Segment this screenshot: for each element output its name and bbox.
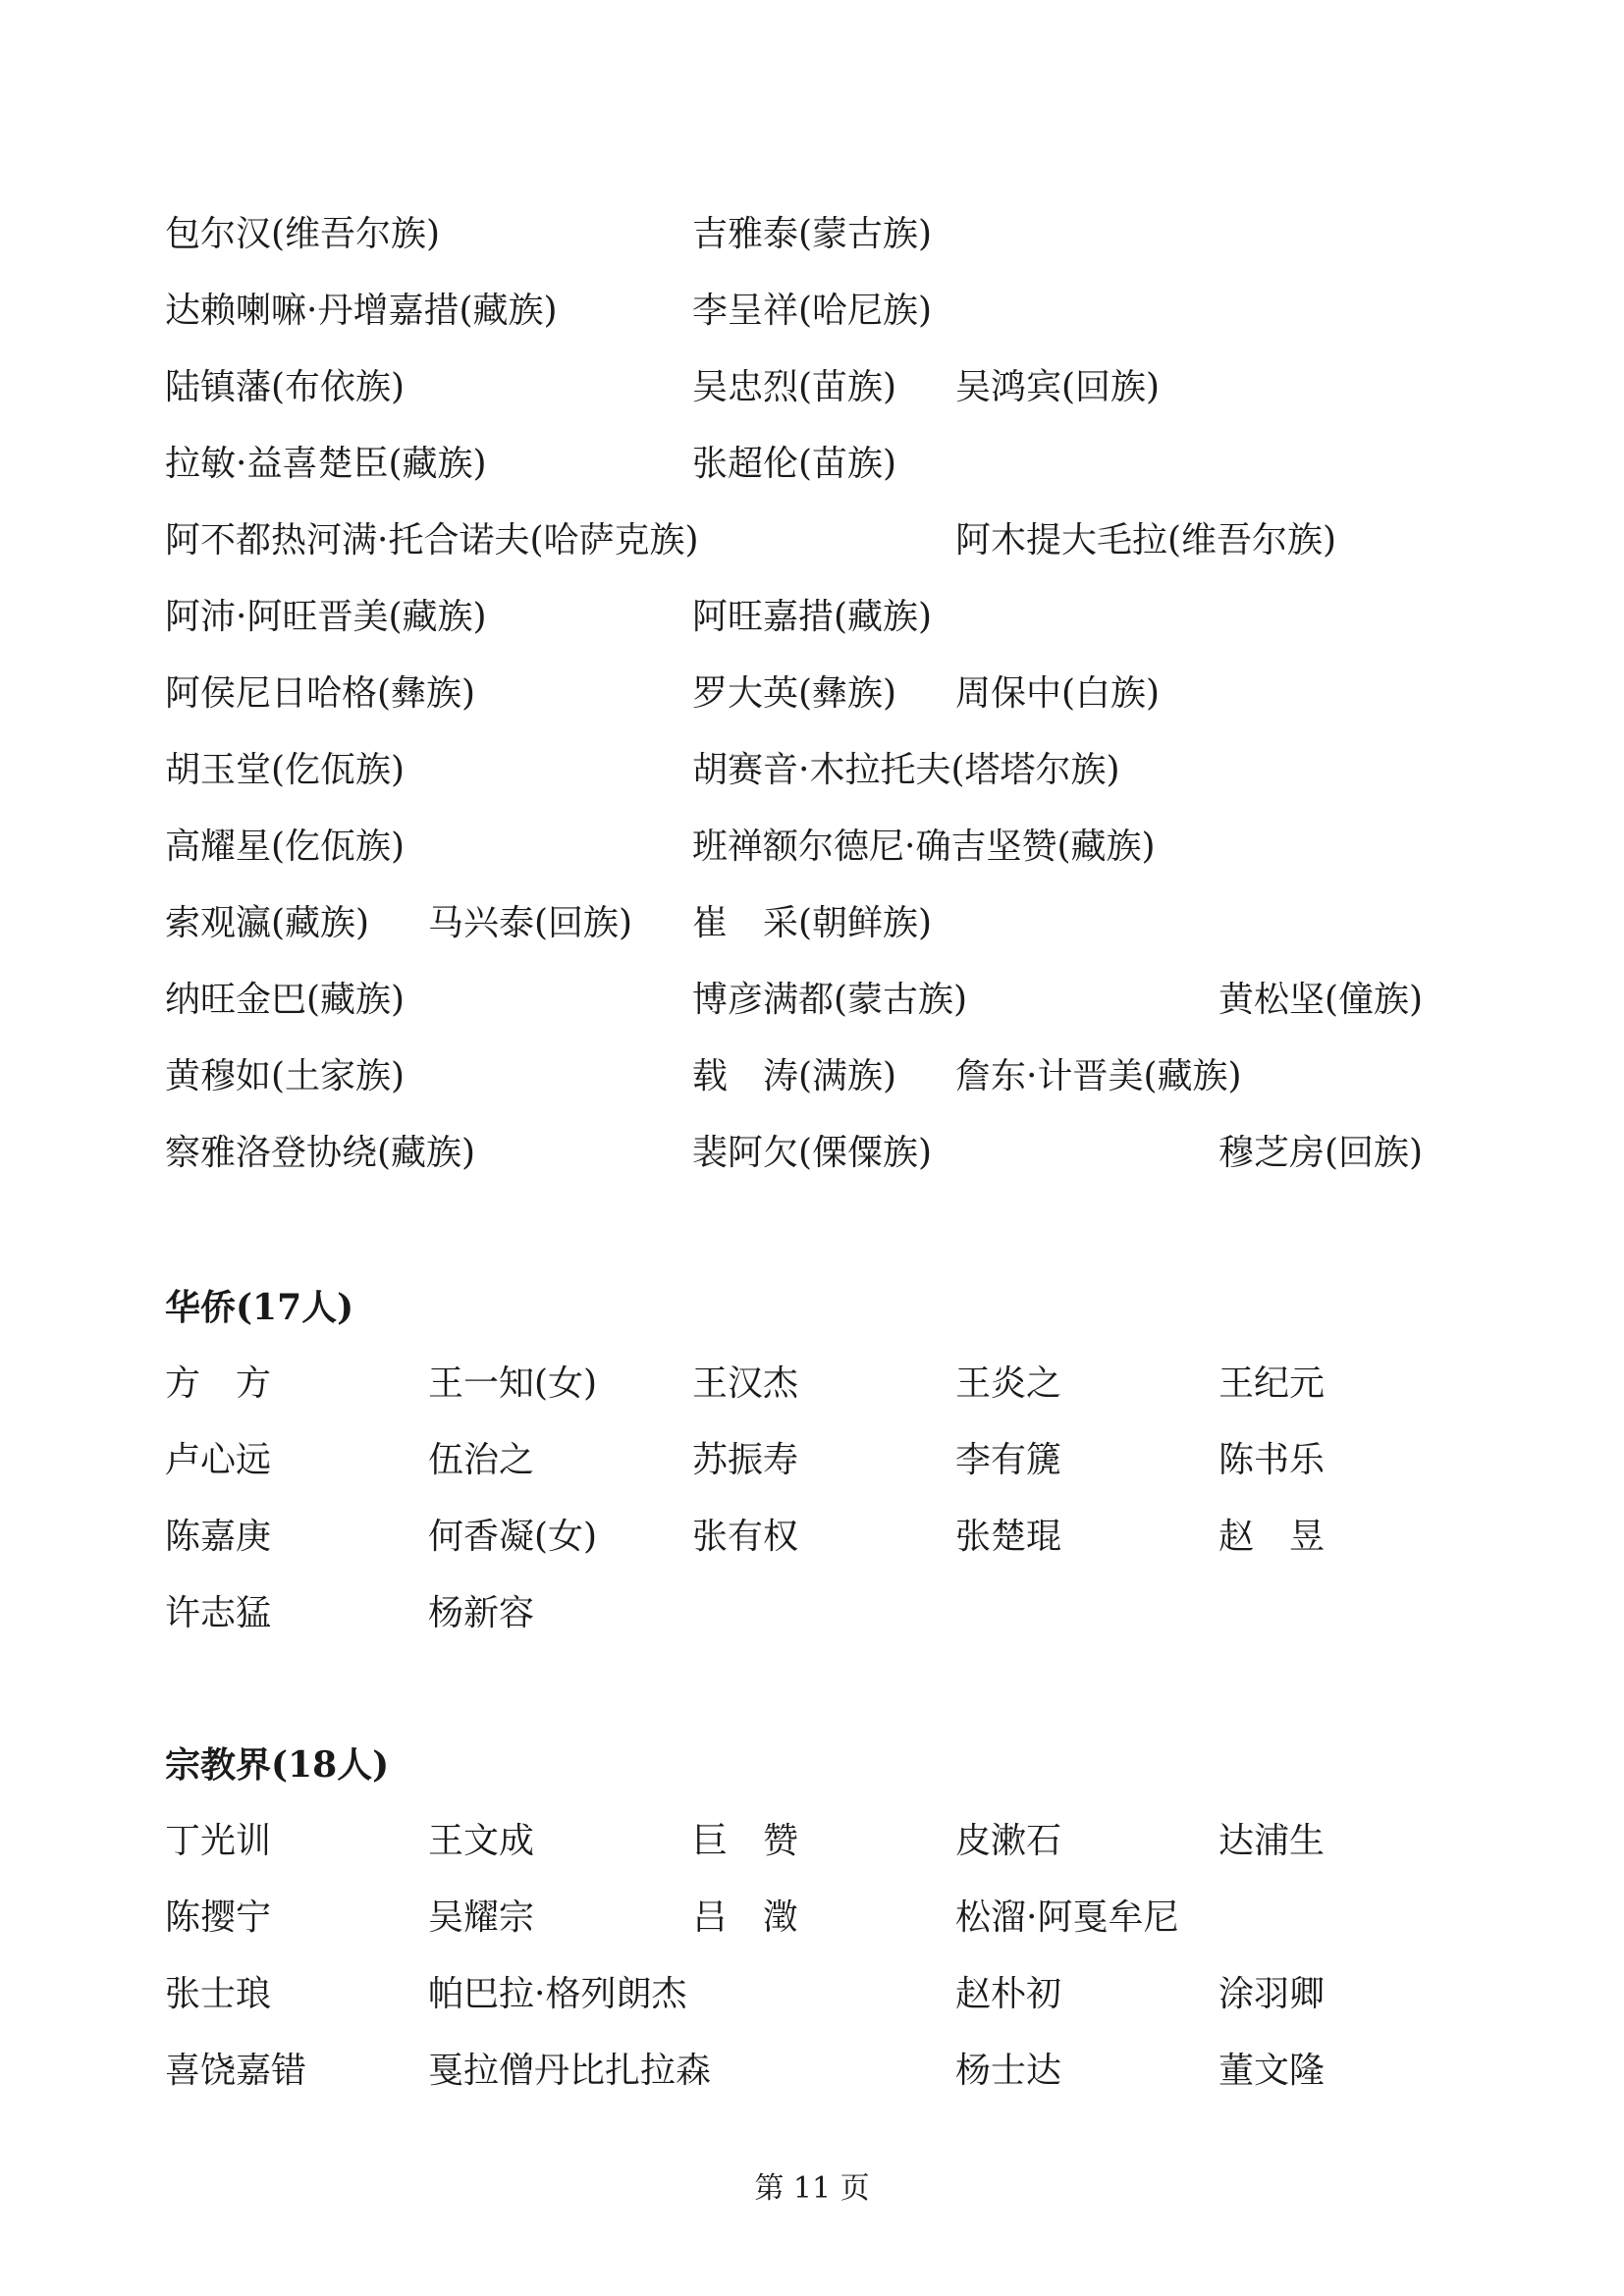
person-entry: 王一知(女)	[428, 1363, 598, 1404]
person-entry: 陈撄宁	[165, 1897, 272, 1938]
person-entry: 巨 赞	[692, 1821, 799, 1861]
person-entry: 达赖喇嘛·丹增嘉措(藏族)	[165, 291, 558, 331]
person-entry: 何香凝(女)	[428, 1517, 598, 1557]
person-entry: 阿旺嘉措(藏族)	[692, 597, 933, 637]
religion-list	[165, 1803, 1490, 2109]
overseas-chinese-heading: 华侨(17人)	[165, 1287, 354, 1328]
person-entry: 吴耀宗	[428, 1897, 535, 1938]
person-entry: 阿木提大毛拉(维吾尔族)	[955, 520, 1337, 561]
person-entry: 张有权	[692, 1517, 799, 1557]
name-row	[165, 273, 1490, 349]
person-entry: 纳旺金巴(藏族)	[165, 980, 406, 1020]
name-row	[165, 196, 1490, 273]
overseas-chinese-list	[165, 1346, 1490, 1652]
person-entry: 张士琅	[165, 1974, 272, 2014]
name-row	[165, 1115, 1490, 1192]
name-row	[165, 503, 1490, 579]
person-entry: 喜饶嘉错	[165, 2051, 307, 2091]
person-entry: 阿不都热河满·托合诺夫(哈萨克族)	[165, 520, 699, 561]
person-entry: 涂羽卿	[1218, 1974, 1326, 2014]
name-row	[165, 732, 1490, 809]
person-entry: 苏振寿	[692, 1440, 799, 1480]
person-entry: 陈嘉庚	[165, 1517, 272, 1557]
name-row	[165, 885, 1490, 962]
person-entry: 松溜·阿戛牟尼	[955, 1897, 1179, 1938]
name-row	[165, 1422, 1490, 1499]
name-row	[165, 1575, 1490, 1652]
name-row	[165, 2033, 1490, 2109]
overseas-chinese-section	[165, 1269, 1490, 1652]
page-number: 第 11 页	[754, 2171, 870, 2206]
person-entry: 拉敏·益喜楚臣(藏族)	[165, 444, 487, 484]
person-entry: 马兴泰(回族)	[428, 903, 633, 943]
person-entry: 王文成	[428, 1821, 535, 1861]
name-row	[165, 349, 1490, 426]
person-entry: 吴忠烈(苗族)	[692, 367, 897, 407]
person-entry: 胡赛音·木拉托夫(塔塔尔族)	[692, 750, 1120, 790]
person-entry: 王炎之	[955, 1363, 1062, 1404]
person-entry: 阿侯尼日哈格(彝族)	[165, 673, 476, 714]
name-row	[165, 579, 1490, 656]
person-entry: 罗大英(彝族)	[692, 673, 897, 714]
person-entry: 包尔汉(维吾尔族)	[165, 214, 441, 254]
person-entry: 吴鸿宾(回族)	[955, 367, 1161, 407]
name-row	[165, 1039, 1490, 1115]
person-entry: 杨士达	[955, 2051, 1062, 2091]
person-entry: 崔 采(朝鲜族)	[692, 903, 933, 943]
name-row	[165, 1346, 1490, 1422]
person-entry: 赵 昱	[1218, 1517, 1326, 1557]
person-entry: 张楚琨	[955, 1517, 1062, 1557]
person-entry: 皮漱石	[955, 1821, 1062, 1861]
person-entry: 穆芝房(回族)	[1218, 1133, 1424, 1173]
person-entry: 高耀星(仡佤族)	[165, 827, 406, 867]
person-entry: 黄松坚(僮族)	[1218, 980, 1424, 1020]
person-entry: 杨新容	[428, 1593, 535, 1633]
person-entry: 达浦生	[1218, 1821, 1326, 1861]
name-row	[165, 1803, 1490, 1880]
person-entry: 察雅洛登协绕(藏族)	[165, 1133, 476, 1173]
person-entry: 李呈祥(哈尼族)	[692, 291, 933, 331]
person-entry: 赵朴初	[955, 1974, 1062, 2014]
person-entry: 伍治之	[428, 1440, 535, 1480]
person-entry: 卢心远	[165, 1440, 272, 1480]
person-entry: 戛拉僧丹比扎拉森	[428, 2051, 712, 2091]
person-entry: 陆镇藩(布依族)	[165, 367, 406, 407]
person-entry: 李有篪	[955, 1440, 1062, 1480]
religion-section	[165, 1727, 1490, 2109]
person-entry: 班禅额尔德尼·确吉坚赞(藏族)	[692, 827, 1156, 867]
person-entry: 胡玉堂(仡佤族)	[165, 750, 406, 790]
person-entry: 董文隆	[1218, 2051, 1326, 2091]
religion-heading: 宗教界(18人)	[165, 1744, 390, 1786]
person-entry: 裴阿欠(傈僳族)	[692, 1133, 933, 1173]
person-entry: 陈书乐	[1218, 1440, 1326, 1480]
person-entry: 詹东·计晋美(藏族)	[955, 1056, 1242, 1096]
minorities-list	[165, 196, 1490, 1192]
name-row	[165, 1880, 1490, 1956]
person-entry: 黄穆如(土家族)	[165, 1056, 406, 1096]
name-row	[165, 656, 1490, 732]
name-row	[165, 1499, 1490, 1575]
person-entry: 张超伦(苗族)	[692, 444, 897, 484]
name-row	[165, 809, 1490, 885]
person-entry: 方 方	[165, 1363, 272, 1404]
person-entry: 丁光训	[165, 1821, 272, 1861]
person-entry: 吉雅泰(蒙古族)	[692, 214, 933, 254]
person-entry: 帕巴拉·格列朗杰	[428, 1974, 687, 2014]
person-entry: 索观瀛(藏族)	[165, 903, 370, 943]
person-entry: 许志猛	[165, 1593, 272, 1633]
person-entry: 博彦满都(蒙古族)	[692, 980, 968, 1020]
person-entry: 王汉杰	[692, 1363, 799, 1404]
name-row	[165, 426, 1490, 503]
person-entry: 阿沛·阿旺晋美(藏族)	[165, 597, 487, 637]
name-row	[165, 962, 1490, 1039]
person-entry: 载 涛(满族)	[692, 1056, 897, 1096]
name-row	[165, 1956, 1490, 2033]
person-entry: 周保中(白族)	[955, 673, 1161, 714]
person-entry: 吕 澂	[692, 1897, 799, 1938]
person-entry: 王纪元	[1218, 1363, 1326, 1404]
